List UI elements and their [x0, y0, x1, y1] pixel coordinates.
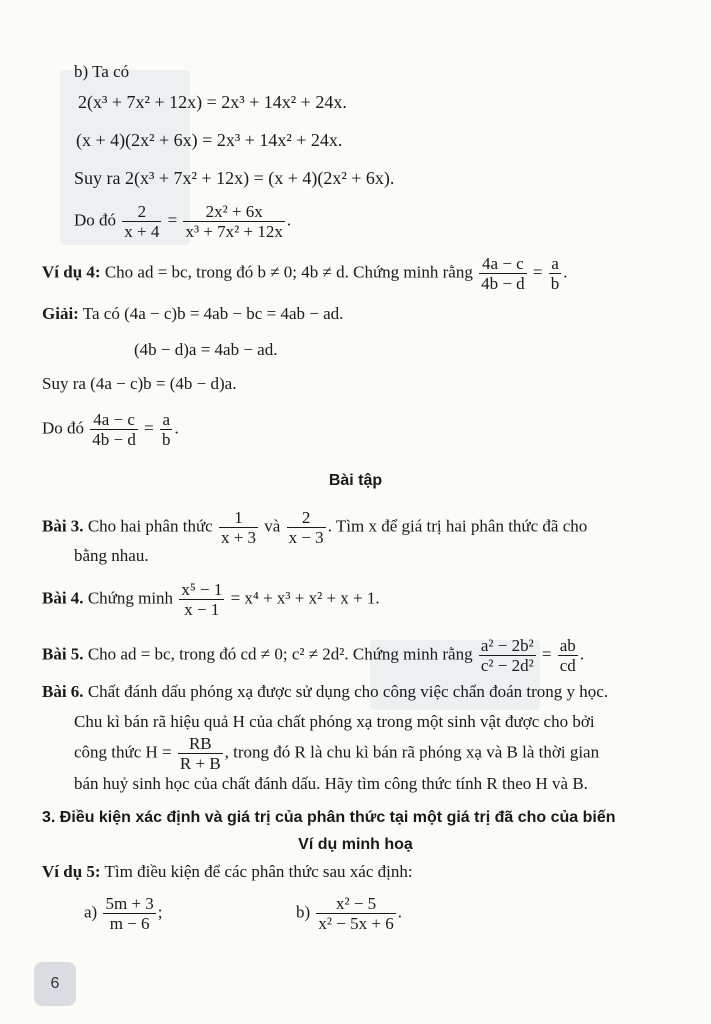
- equation: 2(x³ + 7x² + 12x) = 2x³ + 14x² + 24x.: [78, 92, 347, 112]
- fraction: $\frac{1}{x + 3}$: [220, 508, 257, 547]
- text: = x⁴ + x³ + x² + x + 1.: [230, 588, 380, 608]
- example-label: Ví dụ 5:: [42, 862, 101, 881]
- fraction: $\frac{4a - c}{4b - d}$: [481, 254, 525, 293]
- fraction: $\frac{2}{x - 3}$: [288, 508, 324, 547]
- exercise-4: [42, 580, 380, 619]
- solution-label: Giải:: [42, 304, 79, 323]
- text: Cho hai phân thức: [87, 516, 213, 536]
- text: Cho ad = bc, trong đó b ≠ 0; 4b ≠ d. Chứng minh rằng: [104, 262, 473, 282]
- section-heading: 3. Điều kiện xác định và giá trị của phân thức tại một giá trị đã cho của biến: [42, 809, 616, 826]
- text: a): [84, 902, 98, 922]
- fraction: $\frac{\text{a² − 2b²}}{\text{c² − 2d²}}$: [480, 636, 534, 675]
- text-line: bán huỷ sinh học của chất đánh dấu. Hãy tìm công thức tính R theo H và B.: [74, 774, 588, 793]
- example-5-a: a) $\frac{5m + 3}{m - 6}$ ;: [84, 894, 163, 933]
- equation: Do đó $\frac{4a - c}{4b - d}$ = $\frac{a}{b}$ .: [42, 410, 179, 449]
- text-line: bằng nhau.: [74, 546, 149, 565]
- fraction: $\frac{a}{b}$: [550, 254, 560, 293]
- text: công thức H =: [74, 742, 172, 762]
- text: Tìm điều kiện để các phân thức sau xác định:: [104, 862, 413, 881]
- text: Do đó: [74, 210, 117, 230]
- example-label: Ví dụ 4:: [42, 262, 101, 282]
- text-line: Chu kì bán rã hiệu quả H của chất phóng xạ trong một sinh vật được cho bởi: [74, 712, 595, 731]
- fraction: $\frac{4a - c}{4b - d}$: [92, 410, 136, 449]
- example-5: [42, 862, 413, 882]
- exercise-label: Bài 5.: [42, 644, 84, 664]
- exercise-label: Bài 3.: [42, 516, 84, 536]
- text: Ta có (4a − c)b = 4ab − bc = 4ab − ad.: [82, 304, 344, 323]
- fraction: $\frac{\text{x⁵ − 1}}{x - 1}$: [181, 580, 223, 619]
- fraction: $\frac{ab}{cd}$: [559, 636, 576, 675]
- fraction: $\frac{\text{2x² + 6x}}{\text{x³ + 7x² + 12x}}$: [185, 202, 283, 241]
- fraction: $\frac{5m + 3}{m - 6}$: [105, 894, 154, 933]
- exercise-3: [42, 508, 587, 547]
- fraction: $\frac{RB}{R + B}$: [179, 734, 221, 773]
- text: Cho ad = bc, trong đó cd ≠ 0; c² ≠ 2d². Chứng minh rằng: [87, 644, 473, 664]
- equation: (4b − d)a = 4ab − ad.: [134, 340, 278, 359]
- text: và: [264, 516, 281, 536]
- equation: Suy ra (4a − c)b = (4b − d)a.: [42, 374, 237, 393]
- text: Chứng minh: [87, 588, 174, 608]
- text-line: [74, 734, 599, 773]
- exercise-label: Bài 6.: [42, 682, 84, 701]
- equation: (x + 4)(2x² + 6x) = 2x³ + 14x² + 24x.: [76, 130, 343, 150]
- page-number: 6: [34, 962, 76, 1006]
- text: b): [296, 902, 311, 922]
- example-5-b: b) $\frac{\text{x² − 5}}{\text{x² − 5x + 6}}$ .: [296, 894, 402, 933]
- exercise-5: Bài 5. Cho ad = bc, trong đó cd ≠ 0; c² ≠ 2d². Chứng minh rằng $\frac{\text{a² − 2b²}}{\text{c² − 2d²}}$ = $\frac{ab}{cd}$ .: [42, 636, 585, 675]
- fraction: $\frac{2}{x + 4}$: [124, 202, 160, 241]
- subsection-title: Ví dụ minh hoạ: [298, 836, 413, 853]
- exercise-label: Bài 4.: [42, 588, 84, 608]
- equation: Do đó $\frac{2}{x + 4}$ = $\frac{\text{2x² + 6x}}{\text{x³ + 7x² + 12x}}$ .: [74, 202, 292, 241]
- solution: [42, 304, 343, 324]
- exercise-6: [42, 682, 608, 702]
- section-title: Bài tập: [328, 472, 383, 489]
- fraction: $\frac{a}{b}$: [161, 410, 171, 449]
- example-4: Ví dụ 4: Cho ad = bc, trong đó b ≠ 0; 4b ≠ d. Chứng minh rằng $\frac{4a - c}{4b - d}$ = $\frac{a}{b}$ .: [42, 254, 568, 293]
- fraction: $\frac{\text{x² − 5}}{\text{x² − 5x + 6}}$: [318, 894, 394, 933]
- text: Do đó: [42, 418, 85, 438]
- text: , trong đó R là chu kì bán rã phóng xạ và B là thời gian: [224, 742, 600, 762]
- text-line: b) Ta có: [74, 62, 130, 81]
- equation: Suy ra 2(x³ + 7x² + 12x) = (x + 4)(2x² + 6x).: [74, 168, 395, 188]
- text: . Tìm x để giá trị hai phân thức đã cho: [327, 516, 588, 536]
- text: Chất đánh dấu phóng xạ được sử dụng cho công việc chẩn đoán trong y học.: [87, 682, 609, 701]
